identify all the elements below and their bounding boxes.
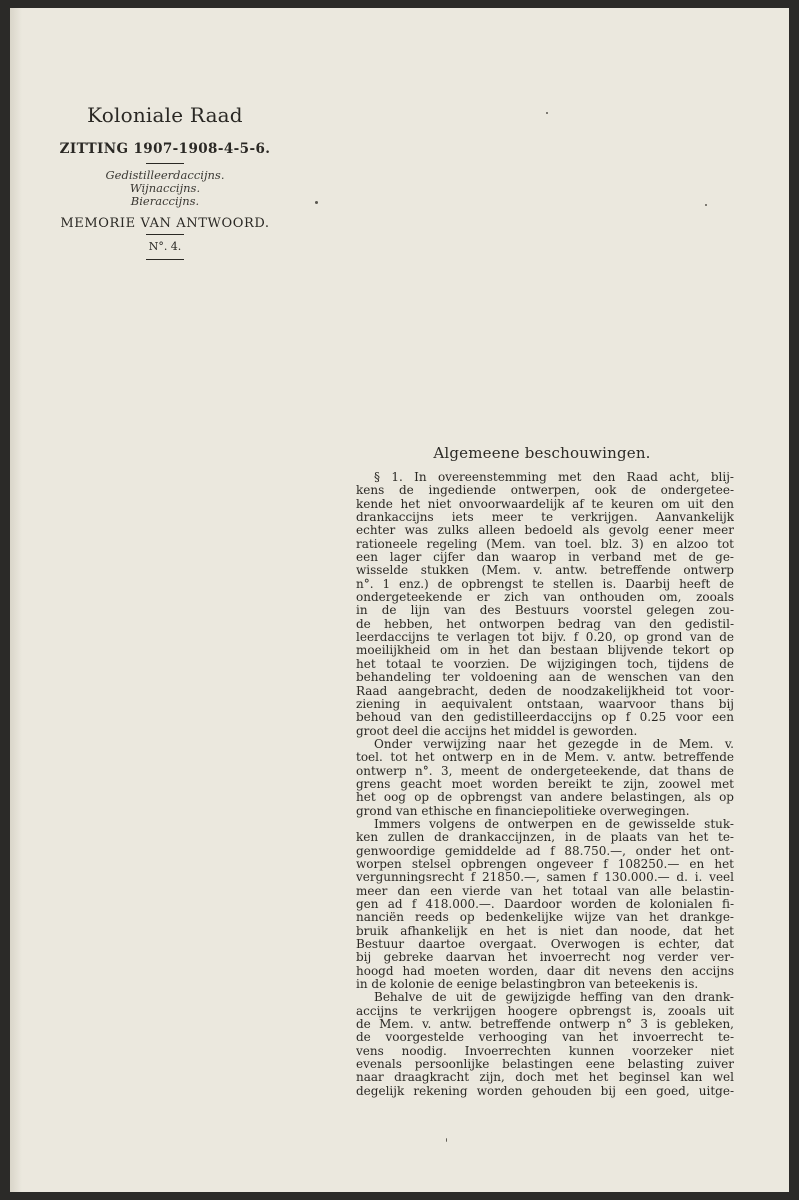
text-line: ken zullen de drankaccijnzen, in de plaats van het te- (356, 831, 734, 845)
text-line: kende het niet onvoorwaardelijk af te keuren om uit den (356, 497, 734, 511)
text-line: naar draagkracht zijn, doch met het beginsel kan wel (356, 1071, 734, 1085)
text-line: groot deel die accijns het middel is geworden. (356, 724, 638, 738)
text-line: meer dan een vierde van het totaal van alle belastin- (356, 884, 734, 898)
text-line: de voorgestelde verhooging van het invoerrecht te- (356, 1031, 734, 1045)
subject-item: Bieraccijns. (130, 194, 200, 208)
text-line: de Mem. v. antw. betreffende ontwerp n° 3 is gebleken, (356, 1018, 734, 1032)
text-line: vergunningsrecht f 21850.—, samen f 130.000.— d. i. veel (356, 871, 734, 885)
text-line: ondergeteekende er zich van onthouden om, zooals (356, 591, 734, 605)
text-line: worpen stelsel opbrengen ongeveer f 108250.— en het (356, 857, 734, 871)
text-line: § 1. In overeenstemming met den Raad acht, blij- (374, 471, 734, 484)
text-line: grond van ethische en financiepolitieke overwegingen. (356, 804, 690, 818)
text-line: rationeele regeling (Mem. van toel. blz. 3) en alzoo tot (356, 537, 734, 551)
text-line: het totaal te voorzien. De wijzigingen toch, tijdens de (356, 657, 734, 671)
text-line: genwoordige gemiddelde ad f 88.750.—, onder het ont- (356, 844, 734, 858)
subject-list (30, 169, 300, 208)
text-line: vens noodig. Invoerrechten kunnen voorzeker niet (356, 1044, 734, 1058)
text-line: gen ad f 418.000.—. Daardoor worden de kolonialen fi- (356, 898, 734, 911)
paper-speck (446, 1138, 447, 1142)
text-line: Raad aangebracht, deden de noodzakelijkheid tot voor- (356, 684, 734, 698)
text-line: accijns te verkrijgen hoogere opbrengst is, zooals uit (356, 1004, 734, 1018)
paper-speck (315, 201, 318, 204)
text-line: grens geacht moet worden bereikt te zijn, zoowel met (356, 777, 734, 791)
text-line: wisselde stukken (Mem. v. antw. betreffende ontwerp (356, 564, 734, 578)
subject-item: Wijnaccijns. (129, 181, 201, 195)
text-line: ontwerp n°. 3, meent de ondergeteekende, dat thans de (356, 764, 734, 778)
text-line: behandeling ter voldoening aan de wenschen van den (356, 671, 734, 685)
document-type: MEMORIE VAN ANTWOORD. (60, 216, 270, 231)
text-line: het oog op de opbrengst van andere belastingen, als op (356, 791, 734, 805)
divider (146, 234, 184, 235)
session-label: ZITTING 1907-1908-4-5-6. (59, 141, 271, 157)
text-line: een lager cijfer dan waarop in verband met de ge- (356, 551, 734, 565)
text-line: behoud van den gedistilleerdaccijns op f 0.25 voor een (356, 711, 734, 725)
document-header (30, 103, 300, 265)
text-line: echter was zulks alleen bedoeld als gevolg eener meer (356, 524, 734, 538)
paper-speck (546, 112, 548, 114)
text-line: hoogd had moeten worden, daar dit nevens den accijns (356, 964, 734, 978)
text-line: Immers volgens de ontwerpen en de gewisselde stuk- (374, 817, 734, 831)
page-binding-edge (10, 8, 22, 1192)
document-number: N°. 4. (148, 240, 182, 253)
text-line: n°. 1 enz.) de opbrengst te stellen is. Daarbij heeft de (356, 577, 734, 591)
text-line: Bestuur daartoe overgaat. Overwogen is echter, dat (356, 938, 734, 952)
text-line: ziening in aequivalent ontstaan, waarvoor thans bij (356, 697, 734, 711)
text-line: bij gebreke daarvan het invoerrecht nog verder ver- (356, 951, 734, 965)
text-line: de hebben, het ontworpen bedrag van den gedistil- (356, 617, 734, 631)
text-line: toel. tot het ontwerp en in de Mem. v. antw. betreffende (356, 751, 734, 765)
text-line: kens de ingediende ontwerpen, ook de ondergetee- (356, 484, 734, 498)
text-line: moeilijkheid om in het dan bestaan blijvende tekort op (356, 644, 734, 658)
text-line: leerdaccijns te verlagen tot bijv. f 0.20, op grond van de (356, 631, 734, 645)
divider (146, 259, 184, 260)
text-line: in de kolonie de eenige belastingbron van beteekenis is. (356, 978, 699, 992)
body-text (356, 471, 734, 1098)
section-heading: Algemeene beschouwingen. (433, 444, 651, 462)
text-line: drankaccijns iets meer te verkrijgen. Aanvankelijk (356, 511, 734, 525)
paper-speck (705, 204, 707, 206)
page-title: Koloniale Raad (87, 103, 243, 127)
text-line: bruik afhankelijk en het is niet dan noode, dat het (356, 924, 734, 938)
text-line: nanciën reeds op bedenkelijke wijze van het drankge- (356, 911, 734, 925)
subject-item: Gedistilleerdaccijns. (105, 168, 225, 182)
text-line: in de lijn van des Bestuurs voorstel gelegen zou- (356, 604, 734, 618)
text-line: evenals persoonlijke belastingen eene belasting zuiver (356, 1058, 734, 1072)
document-page (10, 8, 789, 1192)
divider (146, 163, 184, 164)
text-line: degelijk rekening worden gehouden bij een goed, uitge- (356, 1084, 734, 1098)
text-line: Behalve de uit de gewijzigde heffing van den drank- (374, 991, 734, 1005)
text-line: Onder verwijzing naar het gezegde in de Mem. v. (374, 737, 734, 751)
